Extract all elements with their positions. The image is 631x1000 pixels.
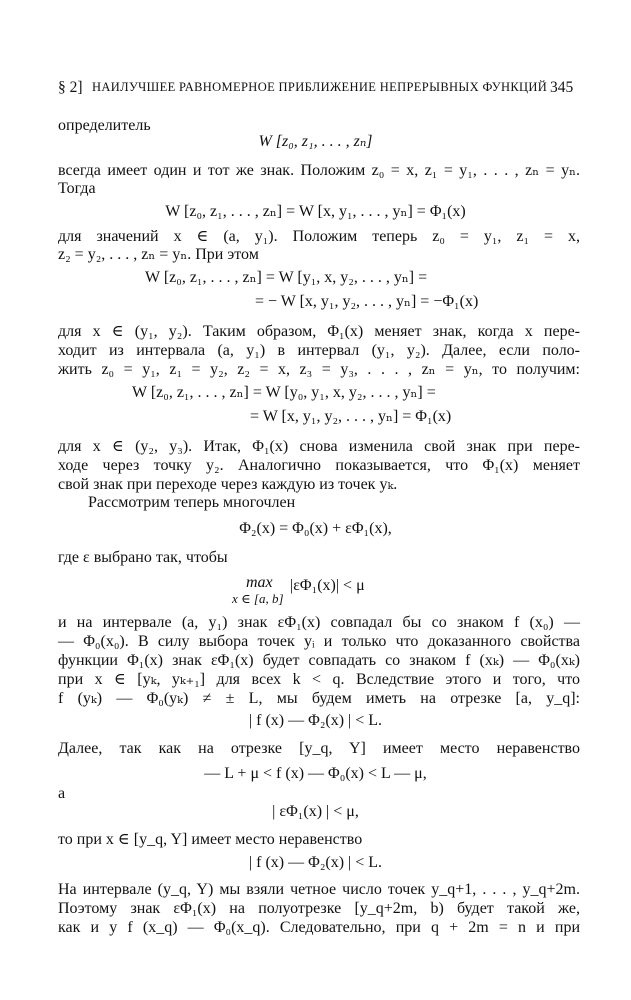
text-line: всегда имеет один и тот же знак. Положим z₀ = x, z₁ = y₁, . . . , zₙ = yₙ. bbox=[58, 162, 580, 179]
formula-line: | εΦ₁(x) | < μ, bbox=[272, 803, 359, 820]
text-line: свой знак при переходе через каждую из точек yₖ. bbox=[58, 476, 398, 493]
text-line: Тогда bbox=[58, 180, 96, 197]
text-line: жить z₀ = y₁, z₁ = y₂, z₂ = x, z₃ = y₃, . . . , zₙ = yₙ, то получим: bbox=[58, 361, 580, 378]
text-line: для x ∈ (y₁, y₂). Таким образом, Φ₁(x) меняет знак, когда x пере- bbox=[58, 323, 580, 340]
formula-line: W [z₀, z₁, . . . , zₙ] = W [y₀, y₁, x, y₂, . . . , yₙ] = bbox=[132, 384, 436, 401]
text-line: ходе через точку y₂. Аналогично показывается, что Φ₁(x) меняет bbox=[58, 457, 580, 474]
formula-line: = − W [x, y₁, y₂, . . . , yₙ] = −Φ₁(x) bbox=[255, 293, 479, 310]
text-line: и на интервале (a, y₁) знак εΦ₁(x) совпадал бы со знаком f (x₀) — bbox=[58, 614, 580, 631]
running-title: НАИЛУЧШЕЕ РАВНОМЕРНОЕ ПРИБЛИЖЕНИЕ НЕПРЕРЫВНЫХ ФУНКЦИЙ bbox=[92, 80, 548, 94]
formula-line: — L + μ < f (x) — Φ₀(x) < L — μ, bbox=[204, 765, 427, 782]
text-line: как и у f (x_q) — Φ₀(x_q). Следовательно, при q + 2m = n и при bbox=[58, 919, 580, 936]
formula-line: W [z₀, z₁, . . . , zₙ] = W [y₁, x, y₂, . . . , yₙ] = bbox=[145, 269, 428, 286]
formula-line: | f (x) — Φ₂(x) | < L. bbox=[248, 854, 383, 871]
formula-line: Φ₂(x) = Φ₀(x) + εΦ₁(x), bbox=[239, 520, 392, 537]
text-line: f (yₖ) — Φ₀(yₖ) ≠ ± L, мы будем иметь на отрезке [a, y_q]: bbox=[58, 690, 580, 707]
text-line: то при x ∈ [y_q, Y] имеет место неравенство bbox=[58, 831, 363, 848]
text-line: ходит из интервала (a, y₁) в интервал (y₁, y₂). Далее, если поло- bbox=[58, 342, 580, 359]
formula-line: |εΦ₁(x)| < μ bbox=[290, 577, 365, 594]
text-line: а bbox=[58, 785, 66, 802]
text-line: Далее, так как на отрезке [y_q, Y] имеет место неравенство bbox=[58, 740, 580, 757]
text-line: для значений x ∈ (a, y₁). Положим теперь z₀ = y₁, z₁ = x, bbox=[58, 228, 580, 245]
text-line: при x ∈ [yₖ, yₖ₊₁] для всех k < q. Вследствие этого и того, что bbox=[58, 671, 580, 688]
text-line: — Φ₀(x₀). В силу выбора точек yᵢ и только что доказанного свойства bbox=[58, 633, 580, 650]
formula-line: | f (x) — Φ₂(x) | < L. bbox=[248, 712, 383, 729]
text-line: определитель bbox=[58, 117, 151, 134]
page-number: 345 bbox=[550, 79, 574, 96]
max-operator: max bbox=[246, 574, 273, 591]
formula-line: = W [x, y₁, y₂, . . . , yₙ] = Φ₁(x) bbox=[250, 408, 452, 425]
text-line: Рассмотрим теперь многочлен bbox=[88, 494, 296, 511]
text-line: для x ∈ (y₂, y₃). Итак, Φ₁(x) снова изменила свой знак при пере- bbox=[58, 438, 580, 455]
text-line: Поэтому знак εΦ₁(x) на полуотрезке [y_q+2m, b) будет такой же, bbox=[58, 900, 580, 917]
text-line: где ε выбрано так, чтобы bbox=[58, 549, 228, 566]
text-line: функции Φ₁(x) знак εΦ₁(x) будет совпадать со знаком f (xₖ) — Φ₀(xₖ) bbox=[58, 652, 580, 669]
formula-determinant: W [z₀, z₁, . . . , zₙ] bbox=[258, 133, 373, 150]
max-subscript: x ∈ [a, b] bbox=[232, 591, 284, 606]
header-section-mark: § 2] bbox=[58, 79, 83, 96]
formula-line: W [z₀, z₁, . . . , zₙ] = W [x, y₁, . . . , yₙ] = Φ₁(x) bbox=[165, 203, 466, 220]
text-line: z₂ = y₂, . . . , zₙ = yₙ. При этом bbox=[58, 246, 259, 263]
text-line: На интервале (y_q, Y) мы взяли четное число точек y_q+1, . . . , y_q+2m. bbox=[58, 881, 580, 898]
